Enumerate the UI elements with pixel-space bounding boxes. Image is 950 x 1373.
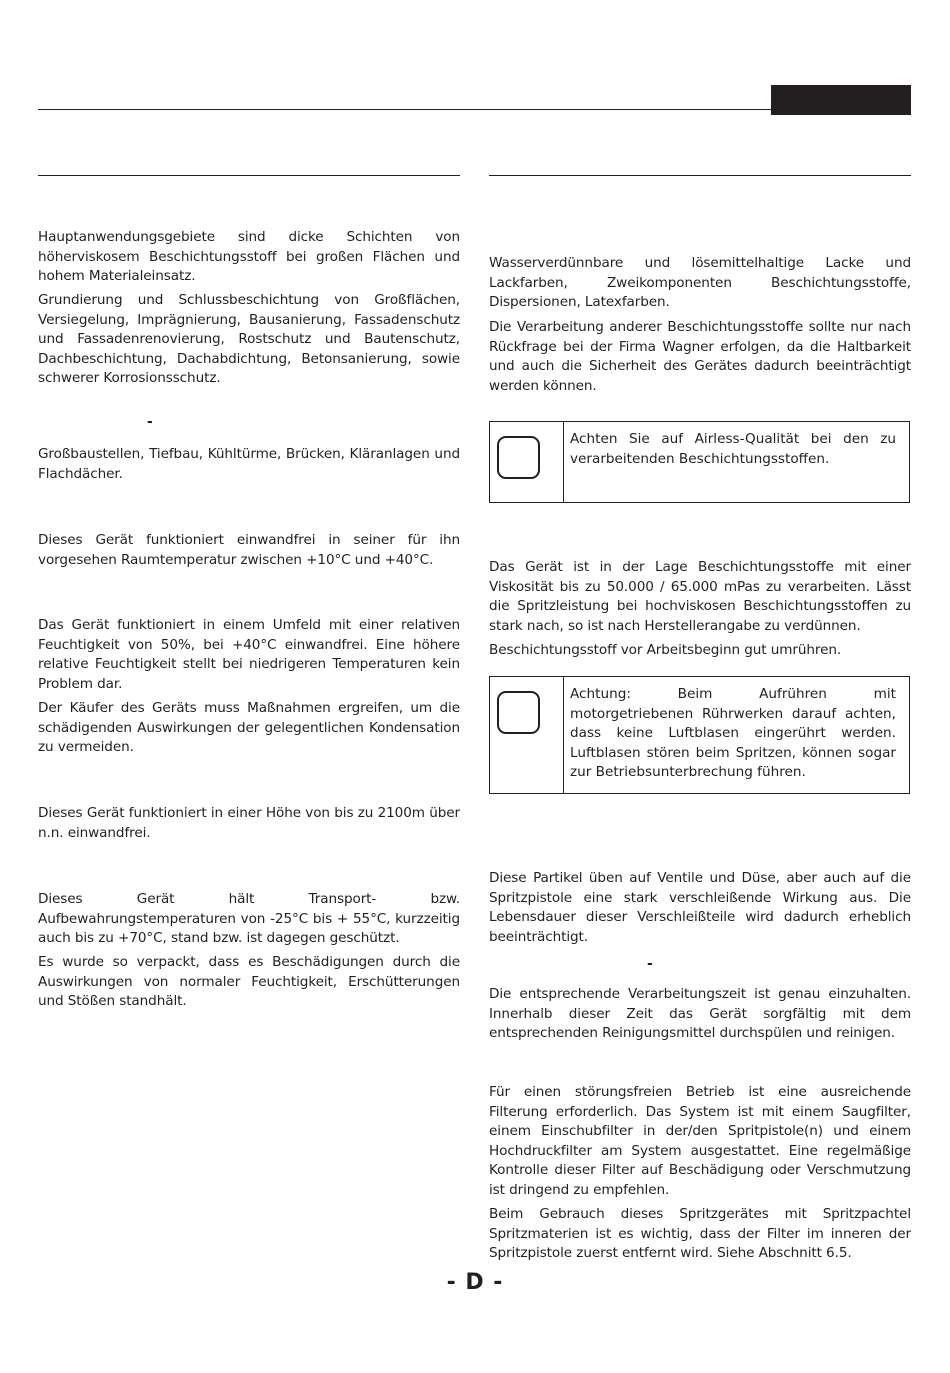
note-icon (497, 691, 540, 734)
right-paragraph-filter-removal: Beim Gebrauch dieses Spritzgerätes mit Spritzpachtel Spritzmaterien ist es wichtig, dass der Filter im inneren der Spritzpistole zuerst entfernt wird. Siehe Abschnitt 6.5. (489, 1206, 911, 1262)
left-column-rule (38, 175, 460, 176)
left-paragraph-sites: Großbaustellen, Tiefbau, Kühltürme, Brücken, Kläranlagen und Flachdächer. (38, 446, 460, 482)
right-paragraph-stir: Beschichtungsstoff vor Arbeitsbeginn gut umrühren. (489, 642, 842, 658)
note-icon-cell (490, 422, 564, 502)
note-box-airless-quality (489, 421, 910, 503)
right-paragraph-coating-materials: Wasserverdünnbare und lösemittelhaltige Lacke und Lackfarben, Zweikomponenten Beschichtungsstoffe, Dispersionen, Latexfarben. (489, 255, 911, 311)
left-paragraph-altitude: Dieses Gerät funktioniert in einer Höhe von bis zu 2100m über n.n. einwandfrei. (38, 805, 460, 841)
right-heading-dash: - (647, 956, 653, 972)
note-text-stirring: Achtung: Beim Aufrühren mit motorgetriebenen Rührwerken darauf achten, dass keine Luftblasen eingerührt werden. Luftblasen stören beim Spritzen, können sogar zur Betriebsunterbrechung führen. (570, 686, 896, 781)
left-paragraph-humidity: Das Gerät funktioniert in einem Umfeld mit einer relativen Feuchtigkeit von 50%, bei +40°C einwandfrei. Eine höhere relative Feuchtigkeit stellt bei niedrigeren Temperaturen kein Problem dar. (38, 617, 460, 692)
left-paragraph-packaging: Es wurde so verpackt, dass es Beschädigungen durch die Auswirkungen von normaler Feuchtigkeit, Erschütterungen und Stößen standhält. (38, 954, 460, 1010)
left-paragraph-transport: Dieses Gerät hält Transport- bzw. Aufbewahrungstemperaturen von -25°C bis + 55°C, kurzzeitig auch bis zu +70°C, stand bzw. ist dagegen geschützt. (38, 891, 460, 947)
note-icon-cell (490, 677, 564, 793)
header-rule (38, 109, 772, 110)
right-column-rule (489, 175, 911, 176)
note-icon (497, 436, 540, 479)
right-paragraph-viscosity: Das Gerät ist in der Lage Beschichtungsstoffe mit einer Viskosität bis zu 50.000 / 65.000 mPas zu verarbeiten. Lässt die Spritzleistung bei hochviskosen Beschichtungsstoffen zu stark nach, so ist nach Herstellerangabe zu verdünnen. (489, 559, 911, 634)
right-paragraph-processing-time: Die entsprechende Verarbeitungszeit ist genau einzuhalten. Innerhalb dieser Zeit das Gerät sorgfältig mit dem entsprechenden Reinigungsmittel durchspülen und reinigen. (489, 986, 911, 1042)
left-heading-dash: - (147, 414, 153, 430)
right-paragraph-filtering: Für einen störungsfreien Betrieb ist eine ausreichende Filterung erforderlich. Das System ist mit einem Saugfilter, einem Einschubfilter in der/den Spritpistole(n) und einem Hochdruckfilter am System ausgestattet. Eine regelmäßige Kontrolle dieser Filter auf Beschädigung oder Verschmutzung ist dringend zu empfehlen. (489, 1084, 911, 1198)
language-tab (771, 85, 911, 115)
left-paragraph-temperature: Dieses Gerät funktioniert einwandfrei in seiner für ihn vorgesehen Raumtemperatur zwischen +10°C und +40°C. (38, 532, 460, 568)
left-paragraph-application-areas: Hauptanwendungsgebiete sind dicke Schichten von höherviskosem Beschichtungsstoff bei großen Flächen und hohem Materialeinsatz. (38, 229, 460, 285)
right-paragraph-particles: Diese Partikel üben auf Ventile und Düse, aber auch auf die Spritzpistole eine stark verschleißende Wirkung aus. Die Lebensdauer dieser Verschleißteile wird dadurch erheblich beeinträchtigt. (489, 870, 911, 945)
left-paragraph-condensation: Der Käufer des Geräts muss Maßnahmen ergreifen, um die schädigenden Auswirkungen der gelegentlichen Kondensation zu vermeiden. (38, 700, 460, 756)
right-paragraph-other-materials: Die Verarbeitung anderer Beschichtungsstoffe sollte nur nach Rückfrage bei der Firma Wagner erfolgen, da die Haltbarkeit und auch die Sicherheit des Gerätes dadurch beeinträchtigt werden können. (489, 319, 911, 394)
note-text-airless-quality: Achten Sie auf Airless-Qualität bei den zu verarbeitenden Beschichtungsstoffen. (570, 431, 896, 467)
note-box-stirring (489, 676, 910, 794)
left-paragraph-application-examples: Grundierung und Schlussbeschichtung von Großflächen, Versiegelung, Imprägnierung, Bausanierung, Fassadenschutz und Fassadenrenovierung, Rostschutz und Bautenschutz, Dachbeschichtung, Dachabdichtung, Betonsanierung, sowie schwerer Korrosionsschutz. (38, 292, 460, 387)
page-number: - D - (446, 1270, 504, 1295)
